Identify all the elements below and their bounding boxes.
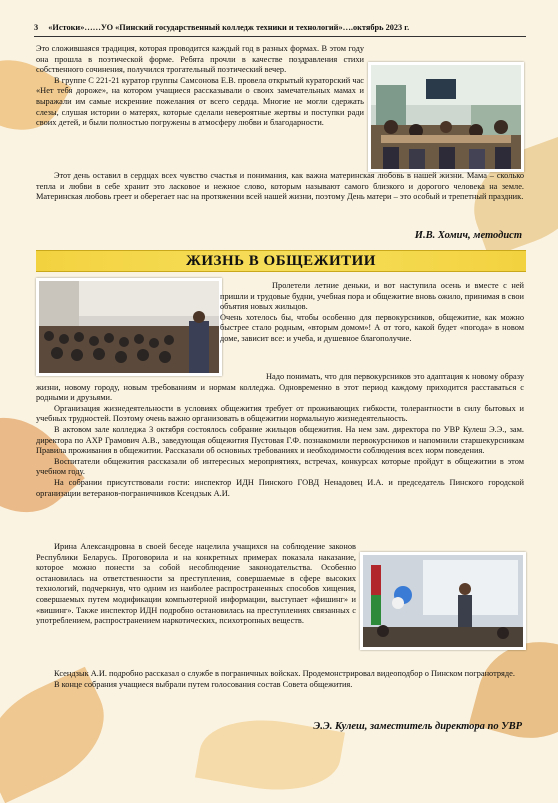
paragraph: В актовом зале колледжа 3 октября состоялось собрание жильцов общежития. На нем зам. директора по УВР Кулеш Э.Э., зам. директора по АХР Грамович А.В., заведующая общежития Пустовая Г.Ф. познакомили первокурсников и напомнили старшекурсникам Правила проживания в общежитии. Рассказали об основных требованиях и необходимости соблюдения всех норм поведения.	[36, 424, 524, 456]
paragraph: Ксендзык А.И. подробно рассказал о службе в пограничных войсках. Продемонстрировал видеоподбор о Пинском погранотряде.	[54, 669, 515, 678]
section-title: ЖИЗНЬ В ОБЩЕЖИТИИ	[36, 250, 526, 272]
paragraph: Организация жизнедеятельности в условиях общежития требует от проживающих гибкости, толерантности в силу бытовых и учебных трудностей. Поэтому очень важно организовать в общежитии нормальную жизнедеятельность.	[36, 403, 524, 424]
paragraph: Это сложившаяся традиция, которая проводится каждый год в разных формах. В этом году она прошла в поэтической форме. Ребята прочли в качестве поздравления стихи собственного сочинения, получился трогательный поэтический вечер.	[36, 44, 364, 75]
top-article-signature: И.В. Хомич, методист	[414, 230, 522, 241]
newspaper-title: «Истоки»……УО «Пинский государственный колледж техники и технологий»….октябрь 2023 г.	[48, 23, 410, 32]
assembly-hall-photo	[36, 278, 222, 376]
top-article-text	[36, 44, 364, 129]
paragraph: Надо понимать, что для первокурсников это адаптация к новому образу жизни, новому городу, новым требованиям и нормам колледжа. Одновременно в этот период каждому приходится расставаться с родными и друзьями.	[36, 372, 524, 403]
section-lower	[36, 542, 356, 627]
paragraph: Воспитатели общежития рассказали об интересных мероприятиях, встречах, конкурсах которые пройдут в общежитии в этом учебном году.	[36, 456, 524, 477]
paragraph: Ирина Александровна в своей беседе нацелила учащихся на соблюдение законов Республики Беларусь. Проговорила и на конкретных примерах показала наказание, которое можно понести за собой несоблюдение законодательства. Особенно остановилась на ответственности за преступления, совершаемые в сфере высоких технологий, подчеркнув, что одним из наиболее распространенных способов хищения, совершаемых путем модификации компьютерной информации, выступает «фишинг» и «вишинг». Также инспектор ИДН подробно остановилась на преступлениях связанных с употреблением, распространением наркотических, психотропных веществ.	[36, 542, 356, 626]
section-intro	[220, 281, 524, 345]
paragraph: Очень хотелось бы, чтобы особенно для первокурсников, общежитие, как можно быстрее стало родным, «вторым домом»! А от того, какой будет «погода» в новом доме, зависит все: и учеба, и душевное благополучие.	[220, 312, 524, 343]
classroom-photo	[368, 62, 524, 172]
section-final	[36, 669, 524, 690]
speaker-photo	[360, 552, 526, 650]
paragraph: Этот день оставил в сердцах всех чувство счастья и понимания, как важна материнская любовь в нашей жизни. Мама – сколько тепла и любви в себе хранит это ласковое и нежное слово, которым называют самого близкого и дорогого человека на земле. Материнская любовь греет и оберегает нас на протяжении всей нашей жизни, поэтому День матери – это особый и трепетный праздник.	[36, 171, 524, 202]
paragraph: Пролетели летние деньки, и вот наступила осень и вместе с ней пришли и трудовые будни, учебная пора и общежитие вновь ожило, принимая в свои объятия новых жильцов.	[220, 281, 524, 312]
page-number: 3	[34, 23, 39, 32]
top-article-closing	[36, 171, 524, 203]
speaker-photo-image	[363, 555, 523, 647]
paragraph: В конце собрания учащиеся выбрали путем голосования состав Совета общежития.	[54, 679, 353, 689]
classroom-photo-image	[371, 65, 521, 169]
assembly-hall-photo-image	[39, 281, 219, 373]
paragraph: На собрании присутствовали гости: инспектор ИДН Пинского ГОВД Ненадовец И.А. и председатель Пинского городской организации ветеранов-пограничников Ксендзык А.И.	[36, 477, 524, 498]
section-body	[36, 372, 524, 499]
paragraph: В группе С 221-21 куратор группы Самсонова Е.В. провела открытый кураторский час «Нет тебя дороже», на котором учащиеся рассказывали о своих замечательных мамах и выражали им самые искренние пожелания от всего сердца. Многие не могли сдержать слезы, слушая истории о матерях, которые сделали невероятные жертвы и поступки ради своих детей, и были полностью погружены в атмосферу любви и благодарности.	[36, 75, 364, 128]
section-signature: Э.Э. Кулеш, заместитель директора по УВР	[313, 721, 522, 732]
page-header	[34, 20, 526, 37]
